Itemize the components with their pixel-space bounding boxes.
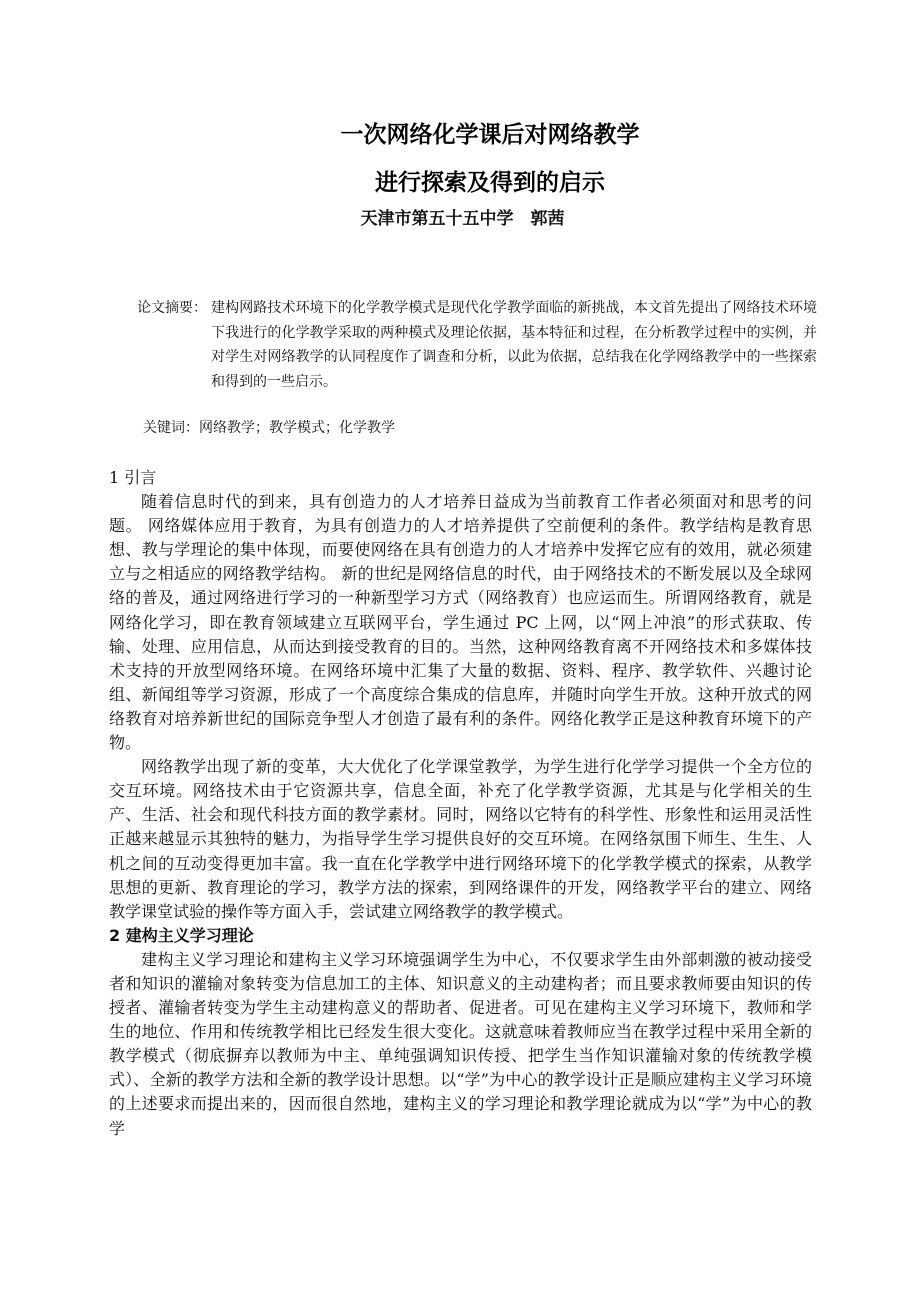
abstract-text: 建构网路技术环境下的化学教学模式是现代化学教学面临的新挑战，本文首先提出了网络技术环境下我进行的化学教学采取的两种模式及理论依据，基本特征和过程，在分析教学过程中的实例，并对学生对网络教学的认同程度作了调查和分析，以此为依据，总结我在化学网络教学中的一些探索和得到的一些启示。 — [211, 300, 817, 390]
article-body — [109, 466, 812, 1141]
abstract — [137, 296, 817, 394]
title-line-2: 进行探索及得到的启示 — [375, 170, 605, 196]
paragraph: 网络教学出现了新的变革，大大优化了化学课堂教学，为学生进行化学学习提供一个全方位的交互环境。网络技术由于它资源共享，信息全面，补充了化学教学资源，尤其是与化学相关的生产、生活、社会和现代科技方面的教学素材。同时，网络以它特有的科学性、形象性和运用灵活性正越来越显示其独特的魅力，为指导学生学习提供良好的交互环境。在网络氛围下师生、生生、人机之间的互动变得更加丰富。我一直在化学教学中进行网络环境下的化学教学模式的探索，从教学思想的更新、教育理论的学习，教学方法的探索，到网络课件的开发，网络教学平台的建立、网络教学课堂试验的操作等方面入手，尝试建立网络教学的教学模式。 — [109, 757, 812, 921]
keywords-text: 网络教学；教学模式；化学教学 — [199, 420, 395, 436]
paragraph: 建构主义学习理论和建构主义学习环境强调学生为中心，不仅要求学生由外部刺激的被动接受者和知识的灌输对象转变为信息加工的主体、知识意义的主动建构者；而且要求教师要由知识的传授者、灌输者转变为学生主动建构意义的帮助者、促进者。可见在建构主义学习环境下，教师和学生的地位、作用和传统教学相比已经发生很大变化。这就意味着教师应当在教学过程中采用全新的教学模式（彻底摒弃以教师为中主、单纯强调知识传授、把学生当作知识灌输对象的传统教学模式）、全新的教学方法和全新的教学设计思想。以“学”为中心的教学设计正是顺应建构主义学习环境的上述要求而提出来的，因而很自然地，建构主义的学习理论和教学理论就成为以“学”为中心的教学 — [109, 949, 812, 1138]
keywords — [143, 417, 395, 437]
paragraph: 随着信息时代的到来，具有创造力的人才培养日益成为当前教育工作者必须面对和思考的问题。 网络媒体应用于教育，为具有创造力的人才培养提供了空前便利的条件。教学结构是教育思想、教与学理论的集中体现，而要使网络在具有创造力的人才培养中发挥它应有的效用，就必须建立与之相适应的网络教学结构。 新的世纪是网络信息的时代，由于网络技术的不断发展以及全球网络的普及，通过网络进行学习的一种新型学习方式（网络教育）也应运而生。所谓网络教育，就是网络化学习，即在教育领域建立互联网平台，学生通过 PC 上网，以“网上冲浪”的形式获取、传输、处理、应用信息，从而达到接受教育的目的。当然，这种网络教育离不开网络技术和多媒体技术支持的开放型网络环境。在网络环境中汇集了大量的数据、资料、程序、教学软件、兴趣讨论组、新闻组等学习资源，形成了一个高度综合集成的信息库，并随时向学生开放。这种开放式的网络教育对培养新世纪的国际竞争型人才创造了最有利的条件。网络化教学正是这种教育环境下的产物。 — [109, 492, 812, 753]
title-line-1: 一次网络化学课后对网络教学 — [340, 122, 640, 148]
keywords-label: 关键词： — [143, 420, 199, 436]
author-line: 天津市第五十五中学 郭茜 — [360, 209, 565, 229]
section-heading-constructivism: 2 建构主义学习理论 — [109, 925, 254, 945]
section-heading-introduction: 1 引言 — [109, 468, 157, 487]
abstract-label: 论文摘要： — [137, 300, 207, 316]
